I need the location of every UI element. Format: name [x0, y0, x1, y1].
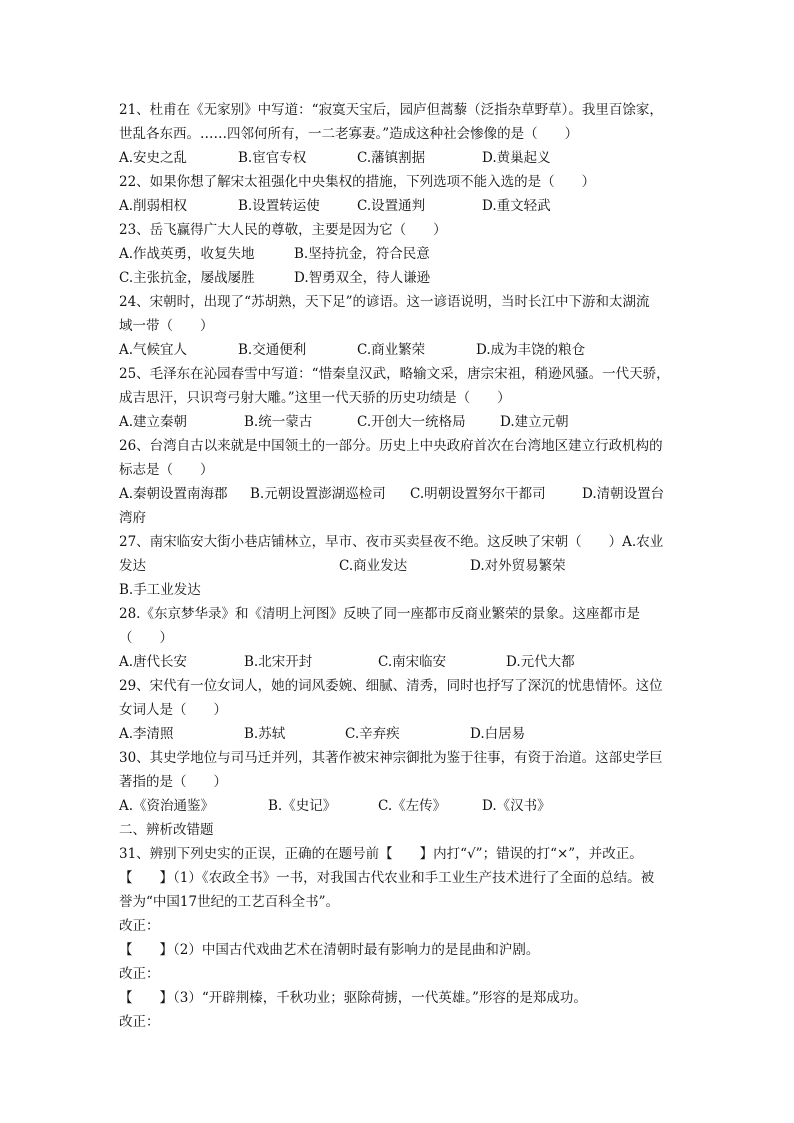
q25-option-d: D.建立元朝 — [500, 414, 569, 430]
q21-stem-line2: 世乱各东西。……四邻何所有，一二老寡妻。”造成这种社会惨像的是（ ） — [119, 126, 579, 142]
q29-option-a: A.李清照 — [119, 726, 174, 742]
q21-option-c: C.藩镇割据 — [357, 150, 426, 166]
q31-item1-line2: 誉为“中国17世纪的工艺百科全书”。 — [119, 894, 339, 910]
q23-stem-line1: 23、岳飞赢得广大人民的尊敬，主要是因为它（ ） — [119, 222, 447, 238]
q31-item3: 【 】（3）“开辟荆榛，千秋功业；驱除荷掳，一代英雄。”形容的是郑成功。 — [119, 990, 587, 1006]
q21-stem-line1: 21、杜甫在《无家别》中写道：“寂寞天宝后，园庐但蒿藜（泛指杂草野草）。我里百馀家， — [119, 102, 663, 118]
q29-stem-line1: 29、宋代有一位女词人，她的词风委婉、细腻、清秀，同时也抒写了深沉的忧患情怀。这位 — [119, 678, 663, 694]
q23-option-c: C.主张抗金，屡战屡胜 — [119, 270, 255, 286]
q29-option-c: C.辛弃疾 — [345, 726, 400, 742]
q31-item1-line1: 【 】（1）《农政全书》一书，对我国古代农业和手工业生产技术进行了全面的总结。被 — [119, 870, 655, 886]
q24-option-b: B.交通便利 — [238, 342, 307, 358]
q24-option-a: A.气候宜人 — [119, 342, 188, 358]
q24-option-c: C.商业繁荣 — [357, 342, 426, 358]
q22-option-a: A.削弱相权 — [119, 198, 188, 214]
q30-stem-line2: 著指的是（ ） — [119, 774, 227, 790]
section-title: 二、辨析改错题 — [119, 822, 214, 838]
q30-option-c: C.《左传》 — [378, 798, 447, 814]
q22-option-b: B.设置转运使 — [238, 198, 320, 214]
q31-item2: 【 】（2）中国古代戏曲艺术在清朝时最有影响力的是昆曲和沪剧。 — [119, 942, 540, 958]
q26-stem-line2: 标志是（ ） — [119, 462, 214, 478]
q26-option-d-continued: 湾府 — [119, 510, 146, 526]
q26-stem-line1: 26、台湾自古以来就是中国领土的一部分。历史上中央政府首次在台湾地区建立行政机构的 — [119, 438, 663, 454]
q27-option-c: C.商业发达 — [339, 558, 408, 574]
q28-stem-line2: （ ） — [119, 630, 173, 646]
q29-option-b: B.苏轼 — [244, 726, 286, 742]
q22-stem-line1: 22、如果你想了解宋太祖强化中央集权的措施，下列选项不能入选的是（ ） — [119, 174, 596, 190]
q31-item1-correction: 改正： — [119, 918, 160, 934]
q27-stem-line1: 27、南宋临安大街小巷店铺林立，早市、夜市买卖昼夜不绝。这反映了宋朝（ ）A.农业 — [119, 534, 664, 550]
q22-option-d: D.重文轻武 — [482, 198, 551, 214]
q25-stem-line1: 25、毛泽东在沁园春雪中写道：“惜秦皇汉武，略输文采，唐宗宋祖，稍逊风骚。一代天骄， — [119, 366, 670, 382]
q26-option-b: B.元朝设置澎湖巡检司 — [250, 486, 386, 502]
q23-option-d: D.智勇双全，待人谦逊 — [294, 270, 431, 286]
q25-option-c: C.开创大一统格局 — [357, 414, 466, 430]
q28-option-d: D.元代大都 — [506, 654, 575, 670]
q30-stem-line1: 30、其史学地位与司马迁并列，其著作被宋神宗御批为鉴于往事，有资于治道。这部史学巨 — [119, 750, 663, 766]
q30-option-a: A.《资治通鉴》 — [119, 798, 215, 814]
q27-option-d: D.对外贸易繁荣 — [470, 558, 566, 574]
q31-stem: 31、辨别下列史实的正误，正确的在题号前【 】内打“√”；错误的打“×”，并改正。 — [119, 846, 643, 862]
q31-item2-correction: 改正： — [119, 966, 160, 982]
q23-option-b: B.坚持抗金，符合民意 — [294, 246, 430, 262]
q24-stem-line2: 域一带（ ） — [119, 318, 214, 334]
q27-stem-line2: 发达 — [119, 558, 146, 574]
q22-option-c: C.设置通判 — [357, 198, 426, 214]
q25-stem-line2: 成吉思汗，只识弯弓射大雕。”这里一代天骄的历史功绩是（ ） — [119, 390, 511, 406]
q24-stem-line1: 24、宋朝时，出现了“苏胡熟，天下足”的谚语。这一谚语说明，当时长江中下游和太湖流 — [119, 294, 650, 310]
q25-option-b: B.统一蒙古 — [244, 414, 313, 430]
q28-option-c: C.南宋临安 — [378, 654, 447, 670]
q21-option-b: B.宦官专权 — [238, 150, 307, 166]
q29-option-d: D.白居易 — [470, 726, 526, 742]
q29-stem-line2: 女词人是（ ） — [119, 702, 227, 718]
q26-option-d: D.清朝设置台 — [582, 486, 665, 502]
q30-option-d: D.《汉书》 — [482, 798, 551, 814]
q21-option-a: A.安史之乱 — [119, 150, 188, 166]
q28-stem-line1: 28.《东京梦华录》和《清明上河图》反映了同一座都市反商业繁荣的景象。这座都市是 — [119, 606, 640, 622]
q31-item3-correction: 改正： — [119, 1014, 160, 1030]
q26-option-a: A.秦朝设置南海郡 — [119, 486, 228, 502]
q26-option-c: C.明朝设置努尔干都司 — [410, 486, 546, 502]
q30-option-b: B.《史记》 — [268, 798, 337, 814]
q23-option-a: A.作战英勇，收复失地 — [119, 246, 255, 262]
q24-option-d: D.成为丰饶的粮仓 — [476, 342, 586, 358]
q28-option-b: B.北宋开封 — [244, 654, 313, 670]
q28-option-a: A.唐代长安 — [119, 654, 188, 670]
q27-option-b: B.手工业发达 — [119, 582, 201, 598]
q25-option-a: A.建立秦朝 — [119, 414, 188, 430]
q21-option-d: D.黄巢起义 — [482, 150, 551, 166]
